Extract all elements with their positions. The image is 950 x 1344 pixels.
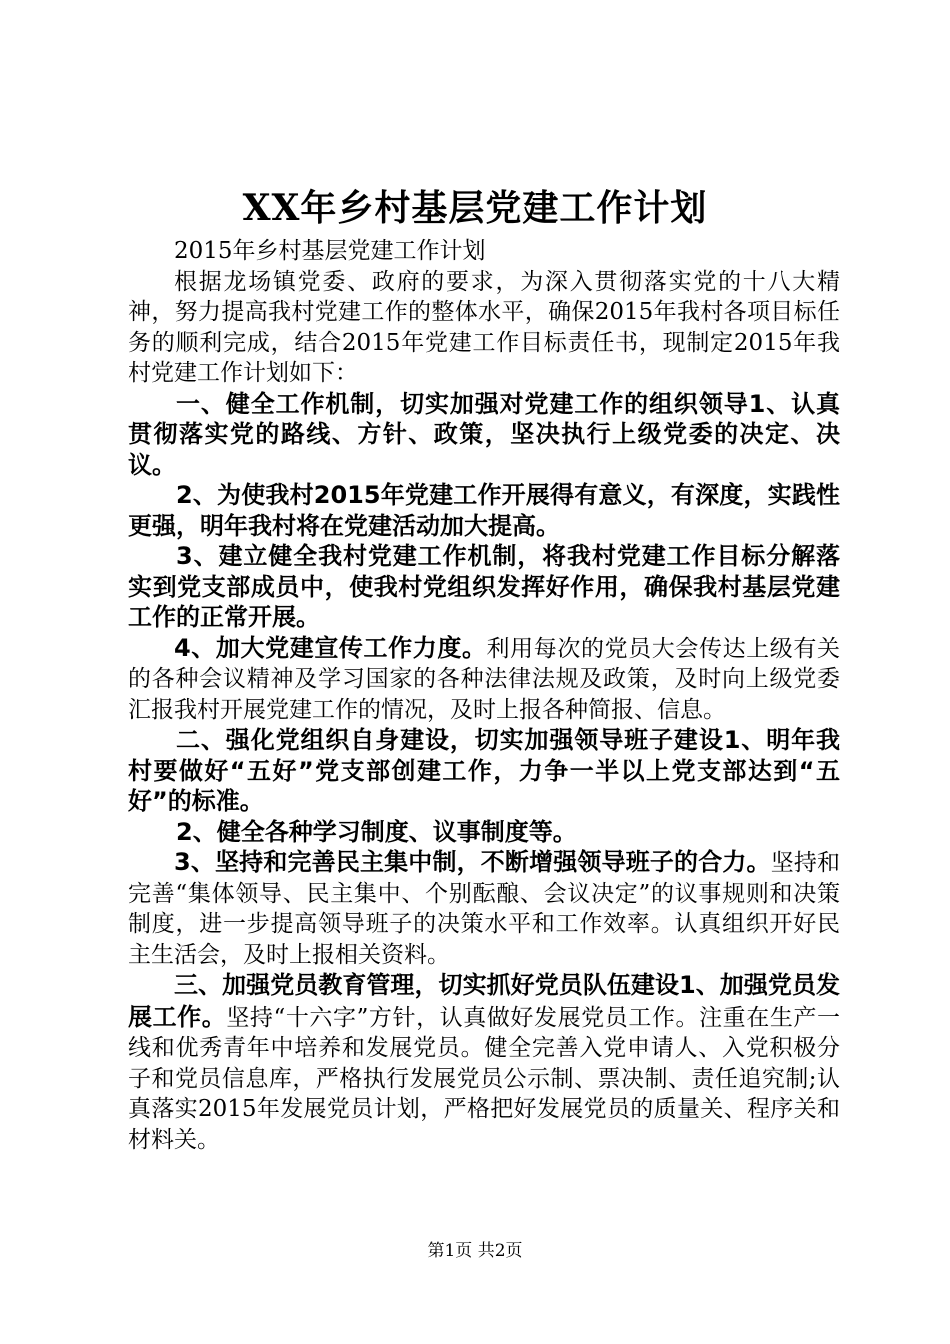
section-1-item-2: 2、为使我村2015年党建工作开展得有意义，有深度，实践性更强，明年我村将在党建活动加大提高。: [128, 481, 840, 540]
section-1-item-4-body: 利用每次的党员大会传达上级有关的各种会议精神及学习国家的各种法律法规及政策，及时向上级党委汇报我村开展党建工作的情况，及时上报各种简报、信息。: [128, 635, 840, 723]
section-2-item-3-lead: 3、坚持和完善民主集中制，不断增强领导班子的合力。: [174, 848, 771, 876]
section-2-item-2: 2、健全各种学习制度、议事制度等。: [176, 817, 577, 846]
section-2-item-3-body: 坚持和完善“集体领导、民主集中、个别酝酿、会议决定”的议事规则和决策制度，进一步提高领导班子的决策水平和工作效率。认真组织开好民主生活会，及时上报相关资料。: [128, 850, 841, 968]
section-1-item-4: [128, 633, 840, 726]
section-3-heading-body: 坚持“十六字”方针，认真做好发展党员工作。注重在生产一线和优秀青年中培养和发展党员。健全完善入党申请人、入党积极分子和党员信息库，严格执行发展党员公示制、票决制、责任追究制;认真落实2015年发展党员计划，严格把好发展党员的质量关、程序关和材料关。: [128, 1004, 840, 1153]
section-1-item-3: 3、建立健全我村党建工作机制，将我村党建工作目标分解落实到党支部成员中，使我村党组织发挥好作用，确保我村基层党建工作的正常开展。: [128, 542, 840, 631]
document-body: [128, 236, 840, 1155]
section-2-heading-paragraph: 二、强化党组织自身建设，切实加强领导班子建设1、明年我村要做好“五好”党支部创建工作，力争一半以上党支部达到“五好”的标准。: [128, 726, 840, 815]
section-1-heading-paragraph: 一、健全工作机制，切实加强对党建工作的组织领导1、认真贯彻落实党的路线、方针、政策，坚决执行上级党委的决定、决议。: [128, 389, 840, 479]
section-1-item-4-lead: 4、加大党建宣传工作力度。: [174, 633, 487, 662]
section-2-item-3: [128, 847, 840, 970]
section-3-heading-lead: 三、加强党员教育管理，切实抓好党员队伍建设1、加强党员发展工作。: [128, 971, 840, 1031]
intro-paragraph: 根据龙场镇党委、政府的要求，为深入贯彻落实党的十八大精神，努力提高我村党建工作的整体水平，确保2015年我村各项目标任务的顺利完成，结合2015年党建工作目标责任书，现制定2015年我村党建工作计划如下：: [128, 268, 840, 386]
document-title: XX年乡村基层党建工作计划: [242, 187, 708, 229]
page-footer: 第1页 共2页: [427, 1241, 523, 1261]
section-3-heading-paragraph: [128, 970, 840, 1155]
document-subtitle: 2015年乡村基层党建工作计划: [174, 238, 486, 264]
